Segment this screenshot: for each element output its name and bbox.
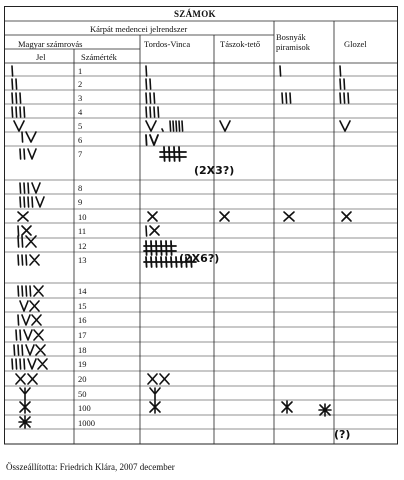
- value-cell: 1000: [78, 418, 95, 428]
- tordos-5-icon: [146, 121, 183, 131]
- sign-20-icon: [16, 374, 37, 384]
- col-header-bosnyak: Bosnyák piramisok: [276, 32, 310, 52]
- sign-6-icon: [22, 132, 36, 142]
- glozel-2-icon: [340, 79, 345, 89]
- sign-3-icon: [12, 93, 21, 103]
- tordos-1-icon: [146, 66, 147, 76]
- sign-19-icon: [12, 359, 47, 369]
- tordos-10-icon: [148, 212, 157, 221]
- value-cell: 8: [78, 183, 83, 193]
- value-cell: 9: [78, 197, 83, 207]
- value-cell: 17: [78, 330, 87, 340]
- tordos-3-icon: [146, 93, 155, 103]
- bosnyak-1-icon: [280, 66, 281, 76]
- value-cell: 1: [78, 66, 83, 76]
- subheader-jel: Jel: [36, 52, 46, 62]
- sign-4-icon: [12, 107, 25, 117]
- value-cell: 14: [78, 286, 87, 296]
- value-cell: 100: [78, 403, 91, 413]
- tordos-4-icon: [146, 107, 159, 117]
- sign-15-icon: [20, 301, 39, 311]
- value-cell: 15: [78, 301, 87, 311]
- handwritten-signs: [4, 6, 398, 458]
- sign-2-icon: [12, 79, 17, 89]
- value-cell: 2: [78, 79, 83, 89]
- value-cell: 18: [78, 345, 87, 355]
- glozel-10-icon: [342, 212, 351, 221]
- value-cell: 6: [78, 135, 83, 145]
- value-cell: 16: [78, 315, 87, 325]
- value-cell: 13: [78, 255, 87, 265]
- sign-1-icon: [12, 66, 13, 76]
- numbers-table: [4, 6, 398, 458]
- annotation-thousand: (?): [334, 428, 351, 441]
- value-cell: 3: [78, 93, 83, 103]
- sign-9-icon: [20, 197, 44, 207]
- col-header-taszok: Tászok-tető: [220, 39, 261, 49]
- value-cell: 10: [78, 212, 87, 222]
- value-cell: 12: [78, 241, 87, 251]
- sign-16-icon: [18, 315, 41, 325]
- col-header-glozel: Glozel: [344, 39, 367, 49]
- value-cell: 4: [78, 107, 83, 117]
- sign-10-icon: [18, 212, 28, 221]
- sign-5-icon: [14, 121, 24, 131]
- sign-13-icon: [18, 255, 39, 265]
- value-cell: 20: [78, 374, 87, 384]
- col-header-magyar: Magyar számrovás: [18, 39, 83, 49]
- bosnyak-3-icon: [282, 93, 291, 103]
- subheader-szamertek: Számérték: [81, 52, 117, 62]
- glozel-5-icon: [340, 121, 350, 131]
- bosnyak-100-icon: [282, 401, 292, 413]
- bosnyak-1000-icon: [319, 404, 331, 416]
- value-cell: 5: [78, 121, 83, 131]
- glozel-1-icon: [340, 66, 341, 76]
- table-title: SZÁMOK: [174, 9, 216, 19]
- tordos-6-icon: [146, 135, 186, 161]
- sign-8-icon: [20, 183, 40, 193]
- tordos-11-icon: [146, 226, 159, 236]
- sign-12-icon: [18, 236, 36, 247]
- tordos-20-icon: [148, 374, 169, 384]
- sign-7-icon: [20, 149, 36, 159]
- sign-17-icon: [16, 330, 43, 340]
- taszok-10-icon: [220, 212, 229, 221]
- tordos-50-icon: [150, 388, 160, 400]
- tordos-100-icon: [150, 401, 160, 413]
- value-cell: 11: [78, 226, 87, 236]
- taszok-5-icon: [220, 121, 230, 131]
- annotation-six: (2X3?): [194, 164, 235, 177]
- value-cell: 50: [78, 389, 87, 399]
- tordos-2-icon: [146, 79, 151, 89]
- annotation-twelve: (2X6?): [179, 252, 220, 265]
- sign-11-icon: [18, 226, 31, 236]
- sign-100-icon: [20, 401, 30, 413]
- col-header-tordos: Tordos-Vinca: [144, 39, 191, 49]
- footer-credit: Összeállította: Friedrich Klára, 2007 december: [6, 462, 175, 472]
- sign-18-icon: [14, 345, 45, 355]
- value-cell: 7: [78, 149, 83, 159]
- sign-50-icon: [20, 388, 30, 400]
- value-cell: 19: [78, 359, 87, 369]
- sign-14-icon: [18, 286, 43, 296]
- glozel-3-icon: [340, 93, 349, 103]
- group-header: Kárpát medencei jelrendszer: [90, 24, 188, 34]
- bosnyak-10-icon: [284, 212, 294, 221]
- sign-1000-icon: [19, 416, 31, 428]
